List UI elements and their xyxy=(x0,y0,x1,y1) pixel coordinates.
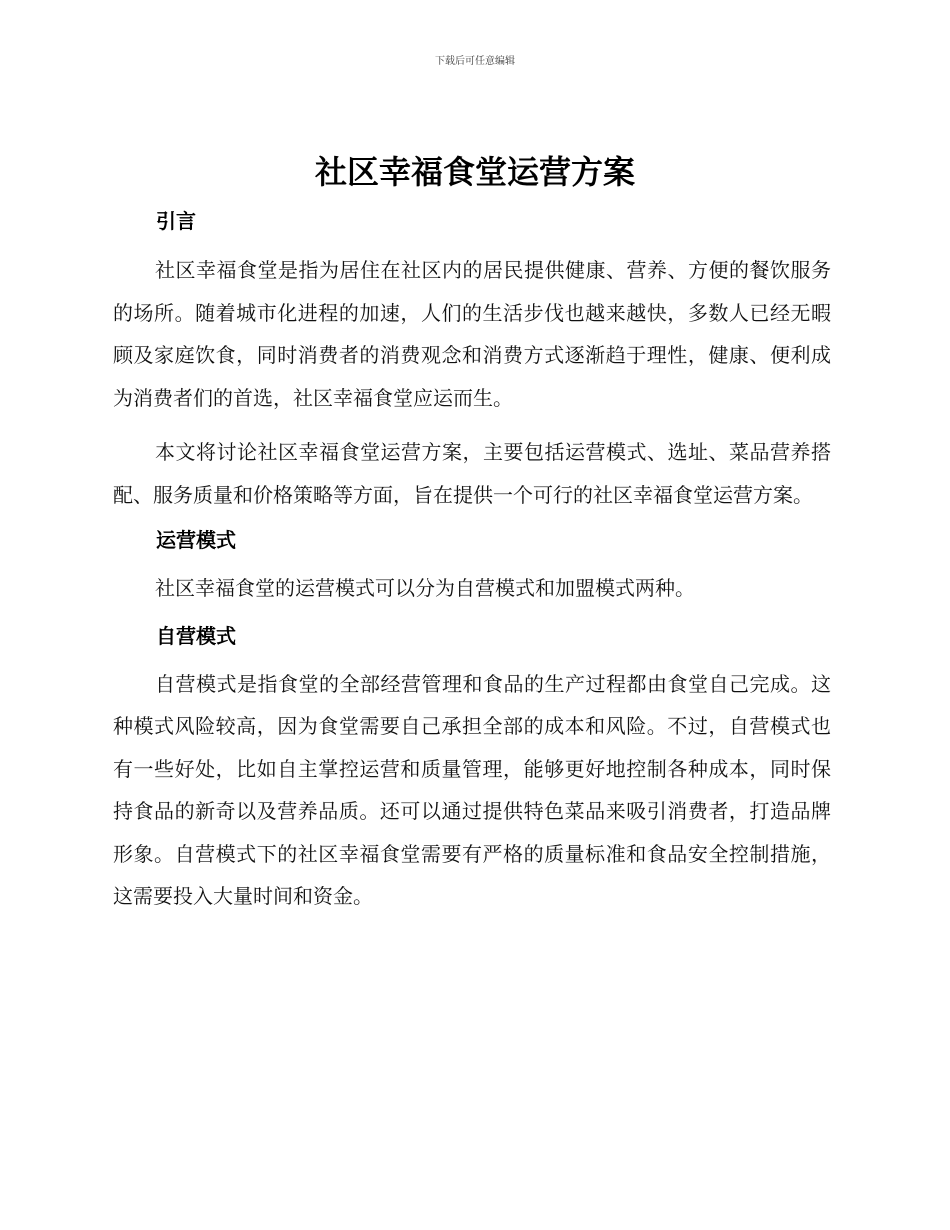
document-title: 社区幸福食堂运营方案 xyxy=(314,153,635,191)
self-operated-paragraph: 自营模式是指食堂的全部经营管理和食品的生产过程都由食堂自己完成。这种模式风险较高，因为食堂需要自己承担全部的成本和风险。不过，自营模式也有一些好处，比如自主掌控运营和质量管理，能够更好地控制各种成本，同时保持食品的新奇以及营养品质。还可以通过提供特色菜品来吸引消费者，打造品牌形象。自营模式下的社区幸福食堂需要有严格的质量标准和食品安全控制措施，这需要投入大量时间和资金。 xyxy=(113,671,831,908)
intro-paragraph-1: 社区幸福食堂是指为居住在社区内的居民提供健康、营养、方便的餐饮服务的场所。随着城市化进程的加速，人们的生活步伐也越来越快，多数人已经无暇顾及家庭饮食，同时消费者的消费观念和消费方式逐渐趋于理性，健康、便利成为消费者们的首选，社区幸福食堂应运而生。 xyxy=(113,258,831,410)
operation-model-paragraph: 社区幸福食堂的运营模式可以分为自营模式和加盟模式两种。 xyxy=(155,576,695,600)
header-note: 下载后可任意编辑 xyxy=(435,56,515,67)
section-heading-intro: 引言 xyxy=(156,209,196,233)
section-heading-operation-model: 运营模式 xyxy=(156,528,236,552)
intro-paragraph-2: 本文将讨论社区幸福食堂运营方案，主要包括运营模式、选址、菜品营养搭配、服务质量和价格策略等方面，旨在提供一个可行的社区幸福食堂运营方案。 xyxy=(113,440,831,507)
section-heading-self-operated: 自营模式 xyxy=(156,623,236,648)
document-body xyxy=(113,200,831,918)
